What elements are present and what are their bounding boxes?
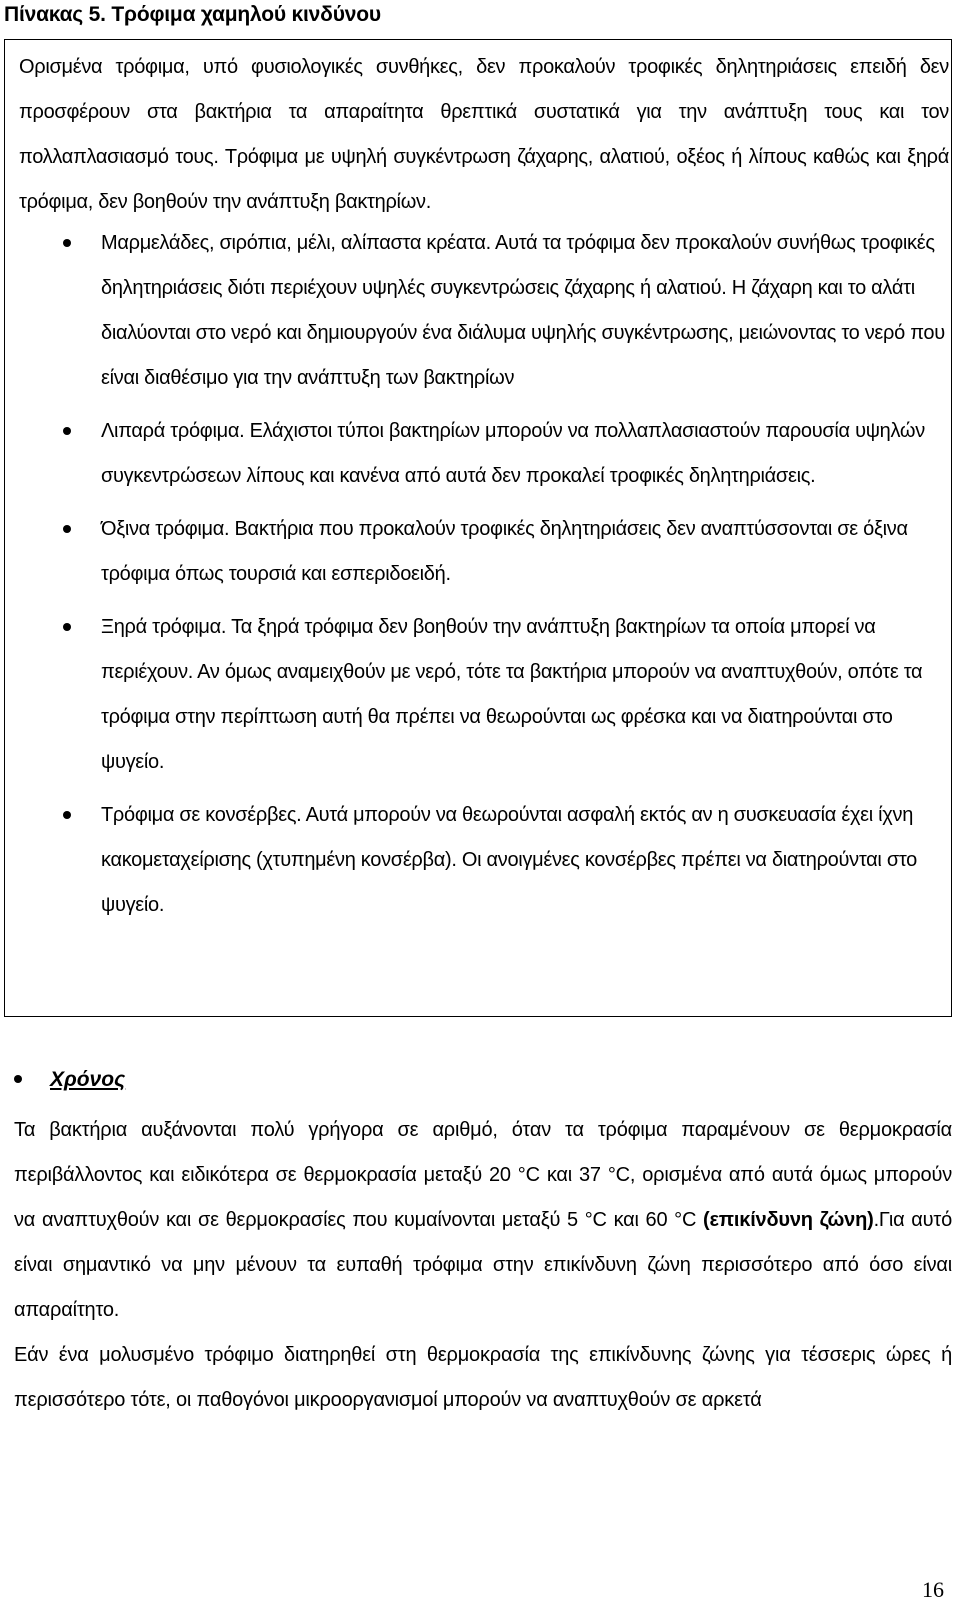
table-intro-paragraph: Ορισμένα τρόφιμα, υπό φυσιολογικές συνθήκες, δεν προκαλούν τροφικές δηλητηριάσεις επειδή δεν προσφέρουν στα βακτήρια τα απαραίτητα θρεπτικά συστατικά για την ανάπτυξη τους και τον πολλαπλασιασμό τους. Τρόφιμα με υψηλή συγκέντρωση ζάχαρης, αλατιού, οξέος ή λίπους καθώς και ξηρά τρόφιμα, δεν βοηθούν την ανάπτυξη βακτηρίων. <box>19 56 949 213</box>
page-number: 16 <box>922 1577 944 1602</box>
bullet-icon <box>63 623 71 631</box>
list-item-text: Μαρμελάδες, σιρόπια, μέλι, αλίπαστα κρέατα. Αυτά τα τρόφιμα δεν προκαλούν συνήθως τροφικές δηλητηριάσεις διότι περιέχουν υψηλές συγκεντρώσεις ζάχαρης ή αλατιού. Η ζάχαρη και το αλάτι διαλύονται στο νερό και δημιουργούν ένα διάλυμα υψηλής συγκέντρωσης, μειώνοντας το νερό που είναι διαθέσιμο για την ανάπτυξη των βακτηρίων <box>101 232 945 389</box>
time-paragraph-start: Τα βακτήρια αυξάνονται πολύ γρήγορα σε αριθμό, όταν τα τρόφιμα παραμένουν σε θερμοκρασία περιβάλλοντος και ειδικότερα σε θερμοκρασία μεταξύ 20 °C και 37 °C, ορισμένα από αυτά όμως μπορούν να αναπτυχθούν και σε θερμοκρασίες που κυμαίνονται μεταξύ 5 °C και 60 °C <box>14 1119 952 1231</box>
bullet-icon <box>63 239 71 247</box>
list-item-text: Λιπαρά τρόφιμα. Ελάχιστοι τύποι βακτηρίων μπορούν να πολλαπλασιαστούν παρουσία υψηλών συγκεντρώσεων λίπους και κανένα από αυτά δεν προκαλεί τροφικές δηλητηριάσεις. <box>101 420 925 487</box>
list-item <box>19 409 949 499</box>
list-item <box>19 507 949 597</box>
page-title: Πίνακας 5. Τρόφιμα χαμηλού κινδύνου <box>4 3 381 26</box>
section-heading-text: Χρόνος <box>50 1068 126 1091</box>
time-paragraph <box>14 1108 952 1333</box>
bullet-icon <box>63 427 71 435</box>
low-risk-foods-list <box>19 221 949 936</box>
list-item-text: Όξινα τρόφιμα. Βακτήρια που προκαλούν τροφικές δηλητηριάσεις δεν αναπτύσσονται σε όξινα τρόφιμα όπως τουρσιά και εσπεριδοειδή. <box>101 518 908 585</box>
list-item <box>19 221 949 401</box>
list-item <box>19 605 949 785</box>
bullet-icon <box>63 525 71 533</box>
section-heading <box>4 1060 125 1100</box>
bullet-icon <box>14 1075 22 1083</box>
list-item-text: Τρόφιμα σε κονσέρβες. Αυτά μπορούν να θεωρούνται ασφαλή εκτός αν η συσκευασία έχει ίχνη κακομεταχείρισης (χτυπημένη κονσέρβα). Οι ανοιγμένες κονσέρβες πρέπει να διατηρούνται στο ψυγείο. <box>101 804 918 916</box>
list-item-text: Ξηρά τρόφιμα. Τα ξηρά τρόφιμα δεν βοηθούν την ανάπτυξη βακτηρίων τα οποία μπορεί να περιέχουν. Αν όμως αναμειχθούν με νερό, τότε τα βακτήρια μπορούν να αναπτυχθούν, οπότε τα τρόφιμα στην περίπτωση αυτή θα πρέπει να θεωρούνται ως φρέσκα και να διατηρούνται στο ψυγείο. <box>101 616 923 773</box>
contaminated-food-paragraph: Εάν ένα μολυσμένο τρόφιμο διατηρηθεί στη θερμοκρασία της επικίνδυνης ζώνης για τέσσερις ώρες ή περισσότερο τότε, οι παθογόνοι μικροοργανισμοί μπορούν να αναπτυχθούν σε αρκετά <box>14 1344 952 1411</box>
low-risk-foods-table <box>4 39 952 1017</box>
danger-zone-emphasis: (επικίνδυνη ζώνη) <box>703 1209 874 1231</box>
time-paragraph-end: .Για αυτό είναι σημαντικό να μην μένουν τα ευπαθή τρόφιμα στην επικίνδυνη ζώνη περισσότερο από όσο είναι απαραίτητο. <box>14 1209 952 1321</box>
list-item <box>19 793 949 928</box>
bullet-icon <box>63 811 71 819</box>
